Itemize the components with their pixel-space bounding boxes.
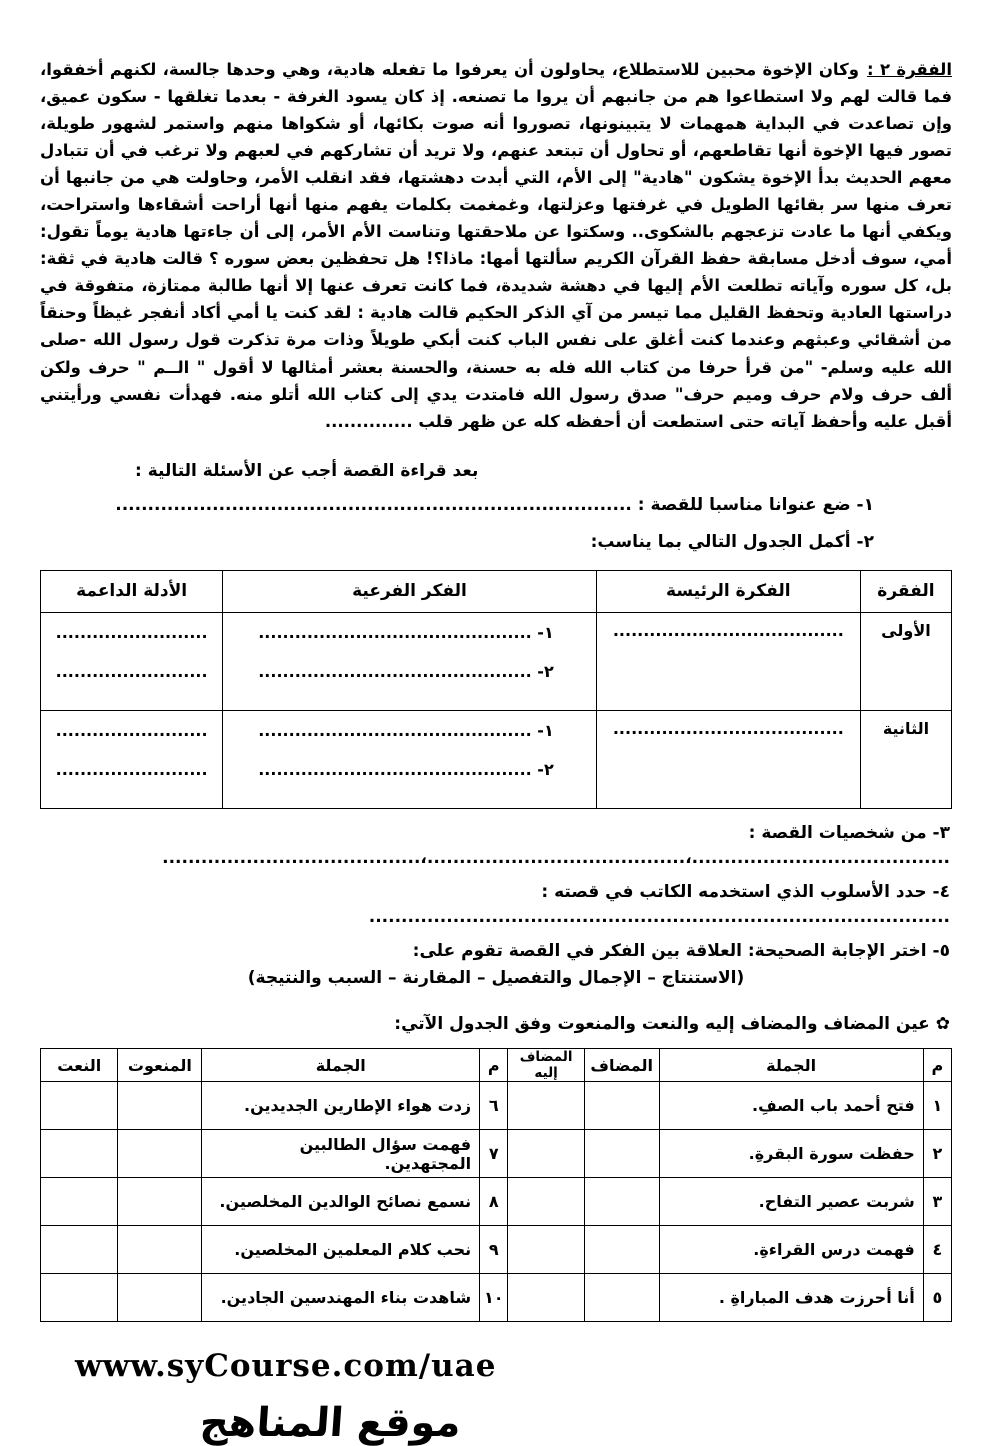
sub-idea-line-1: ١- ............................................. (258, 720, 554, 740)
grammar-header-sentence-left: الجملة (202, 1049, 480, 1082)
evidence-cell (41, 710, 223, 808)
grammar-title-text: عين المضاف والمضاف إليه والنعت والمنعوت وفق الجدول الآتي: (394, 1014, 930, 1035)
mudaf-ilayh-answer-cell (508, 1178, 585, 1226)
row-number: ٤ (923, 1226, 951, 1274)
naat-answer-cell (41, 1226, 118, 1274)
ideas-header-main-idea: الفكرة الرئيسة (596, 570, 860, 612)
row-number: ٣ (923, 1178, 951, 1226)
naat-answer-cell (41, 1082, 118, 1130)
sub-ideas-cell (223, 612, 597, 710)
story-paragraph (40, 56, 952, 435)
question-3: ٣- من شخصيات القصة : ........................................،........................................،........................................ (162, 822, 950, 869)
grammar-header-num-right: م (923, 1049, 951, 1082)
grammar-exercise-title (40, 1014, 952, 1034)
grammar-table (40, 1048, 952, 1322)
ideas-row-second (41, 710, 952, 808)
grammar-header-manout: المنعوت (118, 1049, 202, 1082)
mudaf-ilayh-answer-cell (508, 1274, 585, 1322)
main-idea-cell: ...................................... (596, 710, 860, 808)
evidence-line-1: ......................... (55, 622, 208, 642)
grammar-header-sentence-right: الجملة (659, 1049, 923, 1082)
ideas-header-sub-ideas: الفكر الفرعية (223, 570, 597, 612)
row-number: ٢ (923, 1130, 951, 1178)
row-number: ١٠ (480, 1274, 508, 1322)
sub-idea-line-2: ٢- ............................................. (258, 661, 554, 681)
paragraph-label-cell: الأولى (860, 612, 951, 710)
grammar-header-num-left: م (480, 1049, 508, 1082)
grammar-header-mudaf-ilayh: المضاف إليه (508, 1049, 585, 1082)
ideas-header-row (41, 570, 952, 612)
mudaf-answer-cell (584, 1178, 659, 1226)
sub-idea-line-2: ٢- ............................................. (258, 759, 554, 779)
sentence-cell: نحب كلام المعلمين المخلصين. (202, 1226, 480, 1274)
mudaf-answer-cell (584, 1274, 659, 1322)
sentence-cell: فتح أحمد باب الصفِ. (659, 1082, 923, 1130)
question-1: ١- ضع عنوانا مناسبا للقصة : ................................................................................ (115, 494, 874, 515)
evidence-cell (41, 612, 223, 710)
evidence-line-2: ......................... (55, 759, 208, 779)
paragraph-label: الفقرة ٢ : (866, 60, 953, 79)
row-number: ٧ (480, 1130, 508, 1178)
flower-icon: ✿ (935, 1014, 950, 1035)
naat-answer-cell (41, 1130, 118, 1178)
paragraph-label-cell: الثانية (860, 710, 951, 808)
grammar-row (41, 1274, 952, 1322)
question-5-options: (الاستنتاج – الإجمال والتفصيل – المقارنة – السبب والنتيجة) (247, 968, 745, 989)
sentence-cell: نسمع نصائح الوالدين المخلصين. (202, 1178, 480, 1226)
mudaf-answer-cell (584, 1130, 659, 1178)
sub-ideas-cell (223, 710, 597, 808)
footer-brand: موقع المناهج (198, 1400, 463, 1446)
manout-answer-cell (118, 1130, 202, 1178)
ideas-header-paragraph: الفقرة (860, 570, 951, 612)
mudaf-ilayh-answer-cell (508, 1130, 585, 1178)
ideas-header-evidence: الأدلة الداعمة (41, 570, 223, 612)
ideas-table (40, 570, 952, 809)
naat-answer-cell (41, 1274, 118, 1322)
grammar-header-mudaf: المضاف (584, 1049, 659, 1082)
question-5: ٥- اختر الإجابة الصحيحة: العلاقة بين الفكر في القصة تقوم على: (412, 940, 950, 961)
grammar-header-row (41, 1049, 952, 1082)
grammar-row (41, 1130, 952, 1178)
manout-answer-cell (118, 1226, 202, 1274)
grammar-header-naat: النعت (41, 1049, 118, 1082)
question-4: ٤- حدد الأسلوب الذي استخدمه الكاتب في قصته : .......................................................................................... (368, 881, 950, 928)
mudaf-ilayh-answer-cell (508, 1082, 585, 1130)
mudaf-ilayh-answer-cell (508, 1226, 585, 1274)
mudaf-answer-cell (584, 1226, 659, 1274)
grammar-row (41, 1226, 952, 1274)
row-number: ٥ (923, 1274, 951, 1322)
sentence-cell: شربت عصير التفاح. (659, 1178, 923, 1226)
question-2: ٢- أكمل الجدول التالي بما يناسب: (590, 532, 874, 553)
grammar-row (41, 1178, 952, 1226)
ideas-row-first (41, 612, 952, 710)
sentence-cell: شاهدت بناء المهندسين الجادين. (202, 1274, 480, 1322)
mudaf-answer-cell (584, 1082, 659, 1130)
evidence-line-2: ......................... (55, 661, 208, 681)
story-text: وكان الإخوة محبين للاستطلاع، يحاولون أن يعرفوا ما تفعله هادية، وهي وحدها جالسة، لكنهم أخفقوا، فما قالت لهم ولا استطاعوا هم من جانبهم أن يروا ما تصنعه. إذ كان يسود الغرفة - بعدما تغلقها - سكون عميق، وإن تصاعدت في البداية همهمات لا يتبينونها، تصوروا أنه صوت بكائها، أو شكواها منهم واستمر لشهور طويلة، تصور فيها الإخوة أنها تقاطعهم، أو تحاول أن تبتعد عنهم، ولا تريد أن تشاركهم في لعبهم ولا ترغب في أن تتبادل معهم الحديث بدأ الإخوة يشكون "هادية" إلى الأم، التي أبدت دهشتها، فقد انقلب الأمر، وحاولت هي من جانبها أن تعرف منها سر بقائها الطويل في غرفتها وعزلتها، وغمغمت بكلمات يفهم منها أنها أراحت أشقاءها واستراحت، ويكفي أنها ما عادت تزعجهم بالشكوى.. وسكتوا عن ملاحقتها وتناست الأم الأمر، إلى أن جاءتها هادية يوماً تقول: أمي، سوف أدخل مسابقة حفظ القرآن الكريم سألتها أمها: ماذا؟! هل تحفظين بعض سوره ؟ قالت هادية في ثقة: بل، كل سوره وآياته تطلعت الأم إليها في دهشة شديدة، فما كانت تعرف عنها إلا أنها طالبة ممتازة، متفوقة في دراستها العادية وتحفظ القليل مما تيسر من آي الذكر الحكيم قالت هادية : لقد كنت يا أمي أكاد أنفجر غيظاً وحنقاً من أشقائي وعبثهم وعندما كنت أغلق على نفس الباب كنت أبكي طويلاً وذات مرة تذكرت قول رسول الله -صلى الله عليه وسلم- "من قرأ حرفا من كتاب الله فله به حسنة، والحسنة بعشر أمثالها لا أقول " الــم " حرف ولكن ألف حرف ولام حرف وميم حرف" صدق رسول الله فامتدت يدي إلى كتاب الله أتلو منه. فهدأت نفسي ورأيتني أقبل عليه وأحفظ آياته حتى استطعت أن أحفظه كله عن ظهر قلب .............. (40, 60, 952, 431)
manout-answer-cell (118, 1082, 202, 1130)
row-number: ٦ (480, 1082, 508, 1130)
row-number: ٨ (480, 1178, 508, 1226)
sentence-cell: فهمت درس القراءةِ. (659, 1226, 923, 1274)
grammar-row (41, 1082, 952, 1130)
questions-intro: بعد قراءة القصة أجب عن الأسئلة التالية : (135, 460, 479, 481)
row-number: ٩ (480, 1226, 508, 1274)
footer-url: www.syCourse.com/uae (75, 1348, 497, 1385)
main-idea-cell: ...................................... (596, 612, 860, 710)
sentence-cell: حفظت سورة البقرةِ. (659, 1130, 923, 1178)
sentence-cell: فهمت سؤال الطالبين المجتهدين. (202, 1130, 480, 1178)
sentence-cell: أنا أحرزت هدف المباراةِ . (659, 1274, 923, 1322)
manout-answer-cell (118, 1178, 202, 1226)
naat-answer-cell (41, 1178, 118, 1226)
sub-idea-line-1: ١- ............................................. (258, 622, 554, 642)
sentence-cell: زدت هواء الإطارين الجديدين. (202, 1082, 480, 1130)
evidence-line-1: ......................... (55, 720, 208, 740)
row-number: ١ (923, 1082, 951, 1130)
manout-answer-cell (118, 1274, 202, 1322)
